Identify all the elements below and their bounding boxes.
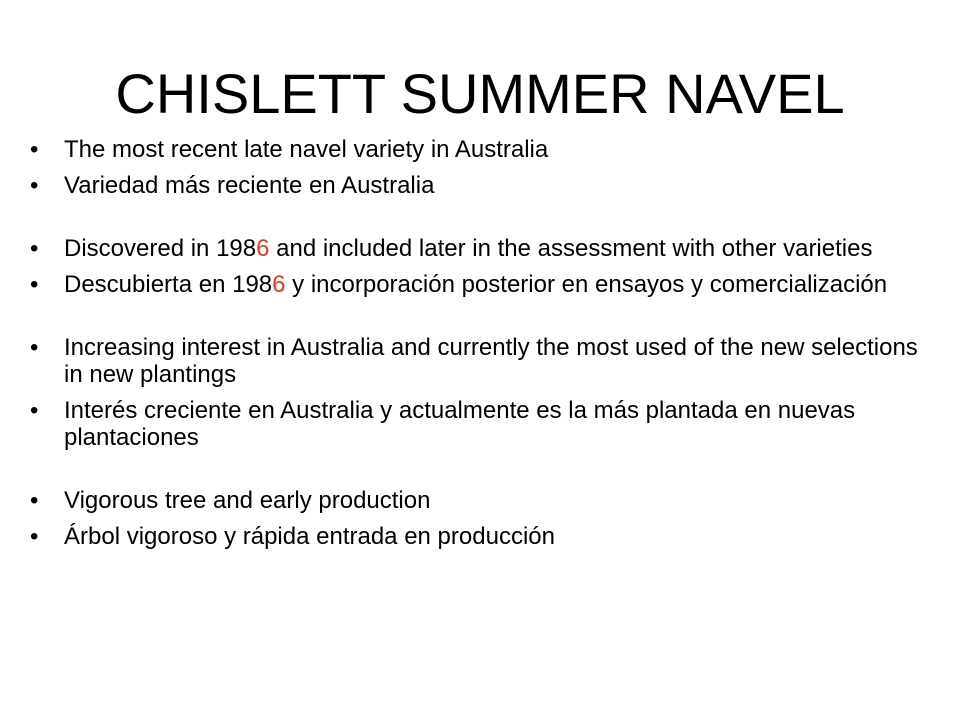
bullet-list [24,136,936,559]
bullet-item [24,136,936,163]
bullet-item [24,334,936,388]
bullet-icon: • [30,334,39,361]
bullet-text [64,235,872,262]
bullet-icon: • [30,523,39,550]
bullet-text: Variedad más reciente en Australia [64,172,435,199]
bullet-icon: • [30,487,39,514]
bullet-text-part: and included later in the assessment with other varieties [269,235,873,262]
bullet-item [24,523,936,550]
bullet-item [24,271,936,298]
highlighted-digit: 6 [256,235,270,262]
bullet-item [24,487,936,514]
bullet-text: Interés creciente en Australia y actualmente es la más plantada en nuevas plantaciones [64,397,856,451]
bullet-icon: • [30,235,39,262]
slide-title: CHISLETT SUMMER NAVEL [115,62,845,125]
bullet-item [24,172,936,199]
bullet-icon: • [30,136,39,163]
bullet-text: Árbol vigoroso y rápida entrada en producción [64,523,555,550]
bullet-item [24,235,936,262]
bullet-text-part: Descubierta en 198 [64,271,273,298]
bullet-text-part: Discovered in 198 [64,235,257,262]
bullet-text-part: y incorporación posterior en ensayos y comercialización [285,271,888,298]
bullet-text: Increasing interest in Australia and currently the most used of the new selections in new plantings [64,334,918,388]
bullet-icon: • [30,271,39,298]
bullet-icon: • [30,397,39,424]
bullet-item [24,397,936,451]
bullet-text [64,271,887,298]
bullet-icon: • [30,172,39,199]
bullet-text: The most recent late navel variety in Australia [64,136,549,163]
highlighted-digit: 6 [272,271,286,298]
bullet-text: Vigorous tree and early production [64,487,431,514]
